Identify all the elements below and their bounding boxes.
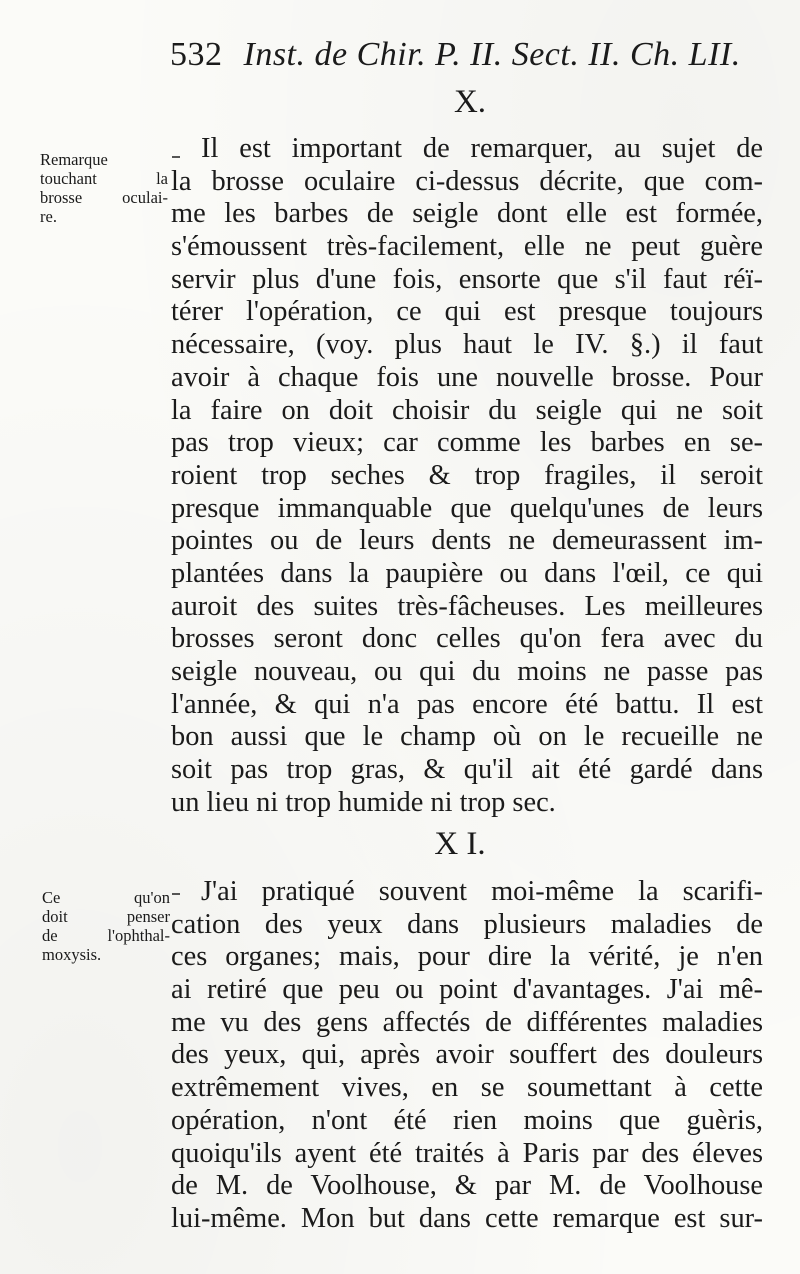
page-number: 532 [170,36,223,73]
text-line: l'année, & qui n'a pas encore été battu. Il est [171,688,763,720]
text-line: de M. de Voolhouse, & par M. de Voolhouse [171,1170,763,1202]
text-line: térer l'opération, ce qui est presque toujours [171,296,763,328]
text-line: soit pas trop gras, & qu'il ait été gardé dans [171,754,763,786]
text-line: s'émoussent très-facilement, elle ne peut guère [171,231,763,263]
text-line: cation des yeux dans plusieurs maladies de [171,908,763,940]
text-line: la faire on doit choisir du seigle qui ne soit [171,394,763,426]
margin-note-line: touchant la [40,169,168,188]
text-line: extrêmement vives, en se soumettant à cette [171,1072,763,1104]
text-line: lui-même. Mon but dans cette remarque est sur- [171,1202,763,1234]
text-line: seigle nouveau, ou qui du moins ne passe pas [171,656,763,687]
text-line: auroit des suites très-fâcheuses. Les meilleures [171,590,763,622]
margin-note-line: brosse oculai- [40,188,168,207]
margin-note-ophthalmoxysis [42,888,170,964]
text-line: bon aussi que le champ où on le recueille ne [171,721,763,753]
text-line: pas trop vieux; car comme les barbes en se- [171,427,763,459]
text-line: un lieu ni trop humide ni trop sec. [171,786,556,818]
text-line: plantées dans la paupière ou dans l'œil, ce qui [171,557,763,589]
text-line: Il est important de remarquer, au sujet de [201,133,763,164]
text-line: ai retiré que peu ou point d'avantages. J'ai mê- [171,974,763,1006]
margin-note-line: moxysis. [42,945,102,964]
margin-note-line: Ce qu'on [42,888,170,907]
text-line: J'ai pratiqué souvent moi-même la scarifi- [201,876,763,907]
margin-dash [172,893,180,895]
margin-note-line: de l'ophthal- [42,926,170,945]
running-head [170,36,770,74]
text-line: opération, n'ont été rien moins que guèris, [171,1104,763,1136]
section-number-xi: X I. [434,826,486,862]
section-number-x: X. [453,84,487,120]
text-line: me les barbes de seigle dont elle est formée, [171,198,763,230]
margin-note-line: Remarque [40,150,108,169]
text-line: quoiqu'ils ayent été traités à Paris par des éleves [171,1137,763,1169]
margin-note-line: doit penser [42,907,170,926]
text-line: ces organes; mais, pour dire la vérité, je n'en [171,941,763,973]
running-title: Inst. de Chir. P. II. Sect. II. Ch. LII. [243,36,741,73]
text-line: nécessaire, (voy. plus haut le IV. §.) il faut [171,329,763,361]
margin-dash [172,156,180,158]
text-line: avoir à chaque fois une nouvelle brosse. Pour [171,361,763,393]
text-line: roient trop seches & trop fragiles, il seroit [171,459,763,491]
paragraph-x [171,133,763,819]
text-line: presque immanquable que quelqu'unes de leurs [171,492,763,524]
paragraph-xi [171,876,763,1236]
text-line: me vu des gens affectés de différentes maladies [171,1006,763,1038]
text-line: pointes ou de leurs dents ne demeurassent im- [171,525,763,557]
text-line: des yeux, qui, après avoir souffert des douleurs [171,1039,763,1071]
text-line: servir plus d'une fois, ensorte que s'il faut réï- [171,263,763,295]
margin-note-brosse [40,150,168,226]
text-line: brosses seront donc celles qu'on fera avec du [171,623,763,655]
text-line: la brosse oculaire ci-dessus décrite, que com- [171,165,763,197]
margin-note-line: re. [40,207,57,226]
